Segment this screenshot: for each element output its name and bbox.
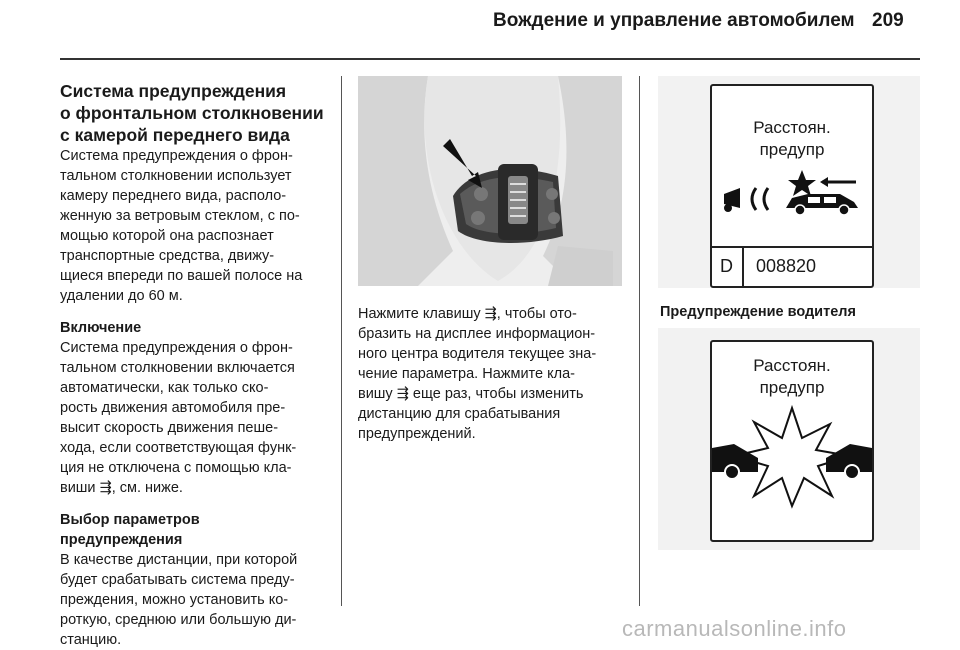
gear-indicator: D (720, 256, 733, 276)
display-figure-2 (658, 328, 920, 550)
figure-caption: Предупреждение водителя (660, 304, 856, 320)
warning-title-line2: предупр (759, 378, 825, 397)
display-divider (742, 248, 744, 286)
section-heading: Система предупреждения о фронтальном столкновении с камерой переднего вида (60, 81, 324, 145)
display-screen (710, 84, 874, 288)
parameters-paragraph: В качестве дистанции, при которой будет срабатывать система преду- преждения, можно установить ко- роткую, среднюю или большую ди- станцию. (60, 552, 298, 648)
subsection-title-parameters: Выбор параметров предупреждения (60, 512, 200, 548)
page-header-title: Вождение и управление автомобилем (493, 10, 855, 31)
steering-wheel-figure (358, 76, 622, 286)
collision-warning-icon (720, 168, 864, 218)
subsection-title-activation: Включение (60, 320, 142, 336)
display-title-line1: Расстоян. (753, 118, 831, 137)
warning-title-line1: Расстоян. (753, 356, 831, 375)
display-divider (712, 246, 872, 248)
warning-display-screen (710, 340, 874, 542)
middle-paragraph: Нажмите клавишу ⇶, чтобы ото- бразить на дисплее информацион- ного центра водителя текущее зна- чение параметра. Нажмите кла- вишу ⇶ еще раз, чтобы изменить дистанцию для срабатывания предупреждений. (358, 306, 597, 442)
watermark: carmanualsonline.info (622, 616, 847, 641)
display-title-line2: предупр (759, 140, 825, 159)
page-number: 209 (872, 10, 904, 31)
display-figure-1 (658, 76, 920, 288)
steering-wheel-illustration (358, 76, 622, 286)
odometer-readout: 008820 (756, 256, 817, 276)
collision-burst-icon (712, 400, 872, 510)
header-rule (60, 58, 920, 60)
column-divider (639, 76, 640, 606)
activation-paragraph: Система предупреждения о фрон- тальном столкновении включается автоматически, как только ско- рость движения автомобиля пре- высит скорость движения пеше- хода, если соответствующая функ- ция не отключена с помощью кла- виши ⇶, см. ниже. (60, 340, 297, 496)
intro-paragraph: Система предупреждения о фрон- тальном столкновении использует камеру переднего вида, располо- женную за ветровым стеклом, с по- мощью которой она распознает транспортные средства, движу- щиеся впереди по вашей полосе на удалении до 60 м. (60, 148, 303, 304)
left-column (60, 80, 332, 650)
column-divider (341, 76, 342, 606)
